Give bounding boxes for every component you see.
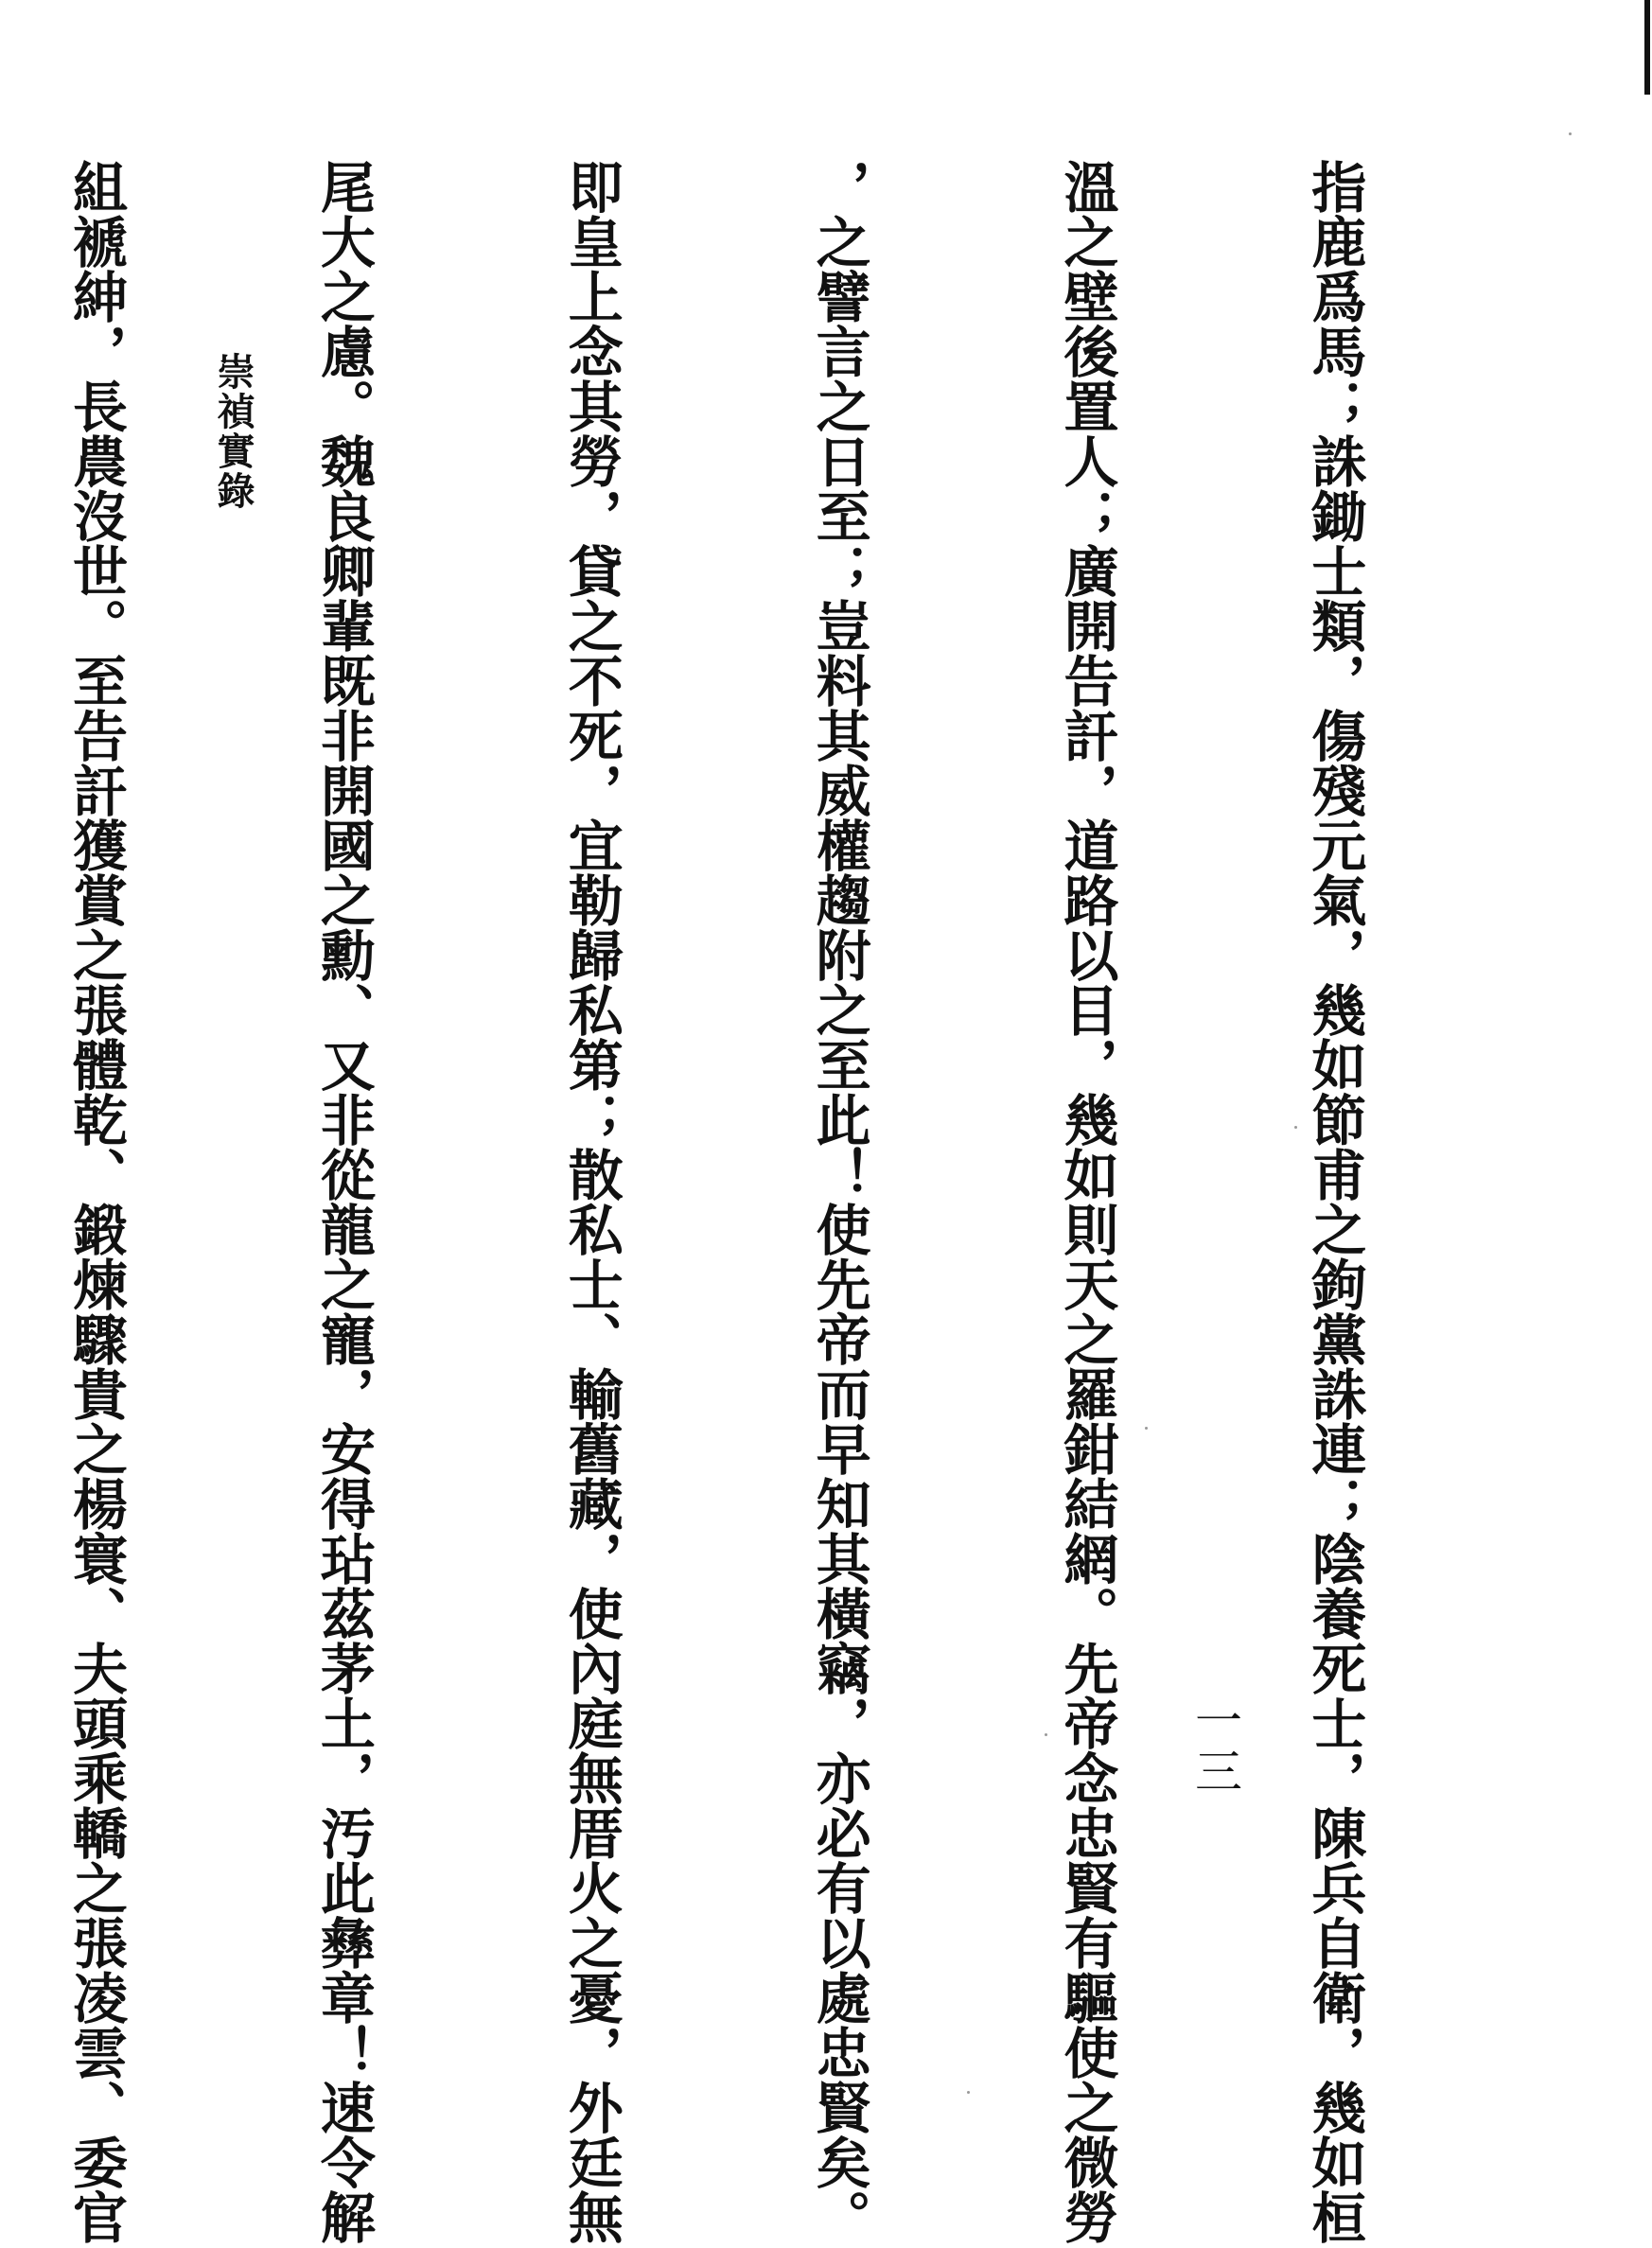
scan-speck <box>967 2091 970 2094</box>
text-column: 溫之壁後置人；廣開告訐，道路以目，幾如則天之羅鉗結網。先帝念忠賢有驅使之微勞 <box>1054 159 1119 2244</box>
running-head: 崇禎實錄 <box>211 352 255 511</box>
text-column: ，之譬言之日至；豈料其威權趨附之至此！使先帝而早知其橫竊，亦必有以處忠賢矣。 <box>806 159 871 2244</box>
scan-speck <box>1294 1126 1297 1129</box>
text-column: 指鹿爲馬；誅鋤士類，傷殘元氣，幾如節甫之鉤黨誅連；陰養死士，陳兵自衛，幾如桓 <box>1302 159 1367 2244</box>
scan-edge-mark <box>1644 0 1650 95</box>
page-number: 一三 <box>1187 1695 1242 1798</box>
text-column: 即皇上念其勞，貸之不死，宜勒歸私第；散私士、輸舊藏，使內庭無厝火之憂，外廷無 <box>558 159 624 2244</box>
scan-speck <box>1569 132 1572 135</box>
text-column: 組褫紳，長農沒世。至告訐獲賞之張體乾、鍛煉驟貴之楊寰、夫頭乘轎之張凌雲、委官 <box>62 159 128 2244</box>
scan-speck <box>1145 1427 1148 1430</box>
text-column: 尾大之慮。魏良卿輩既非開國之勳、又非從龍之寵，安得玷茲茅土，汚此彝章！速令解 <box>310 159 376 2244</box>
scan-speck <box>1045 1733 1047 1736</box>
